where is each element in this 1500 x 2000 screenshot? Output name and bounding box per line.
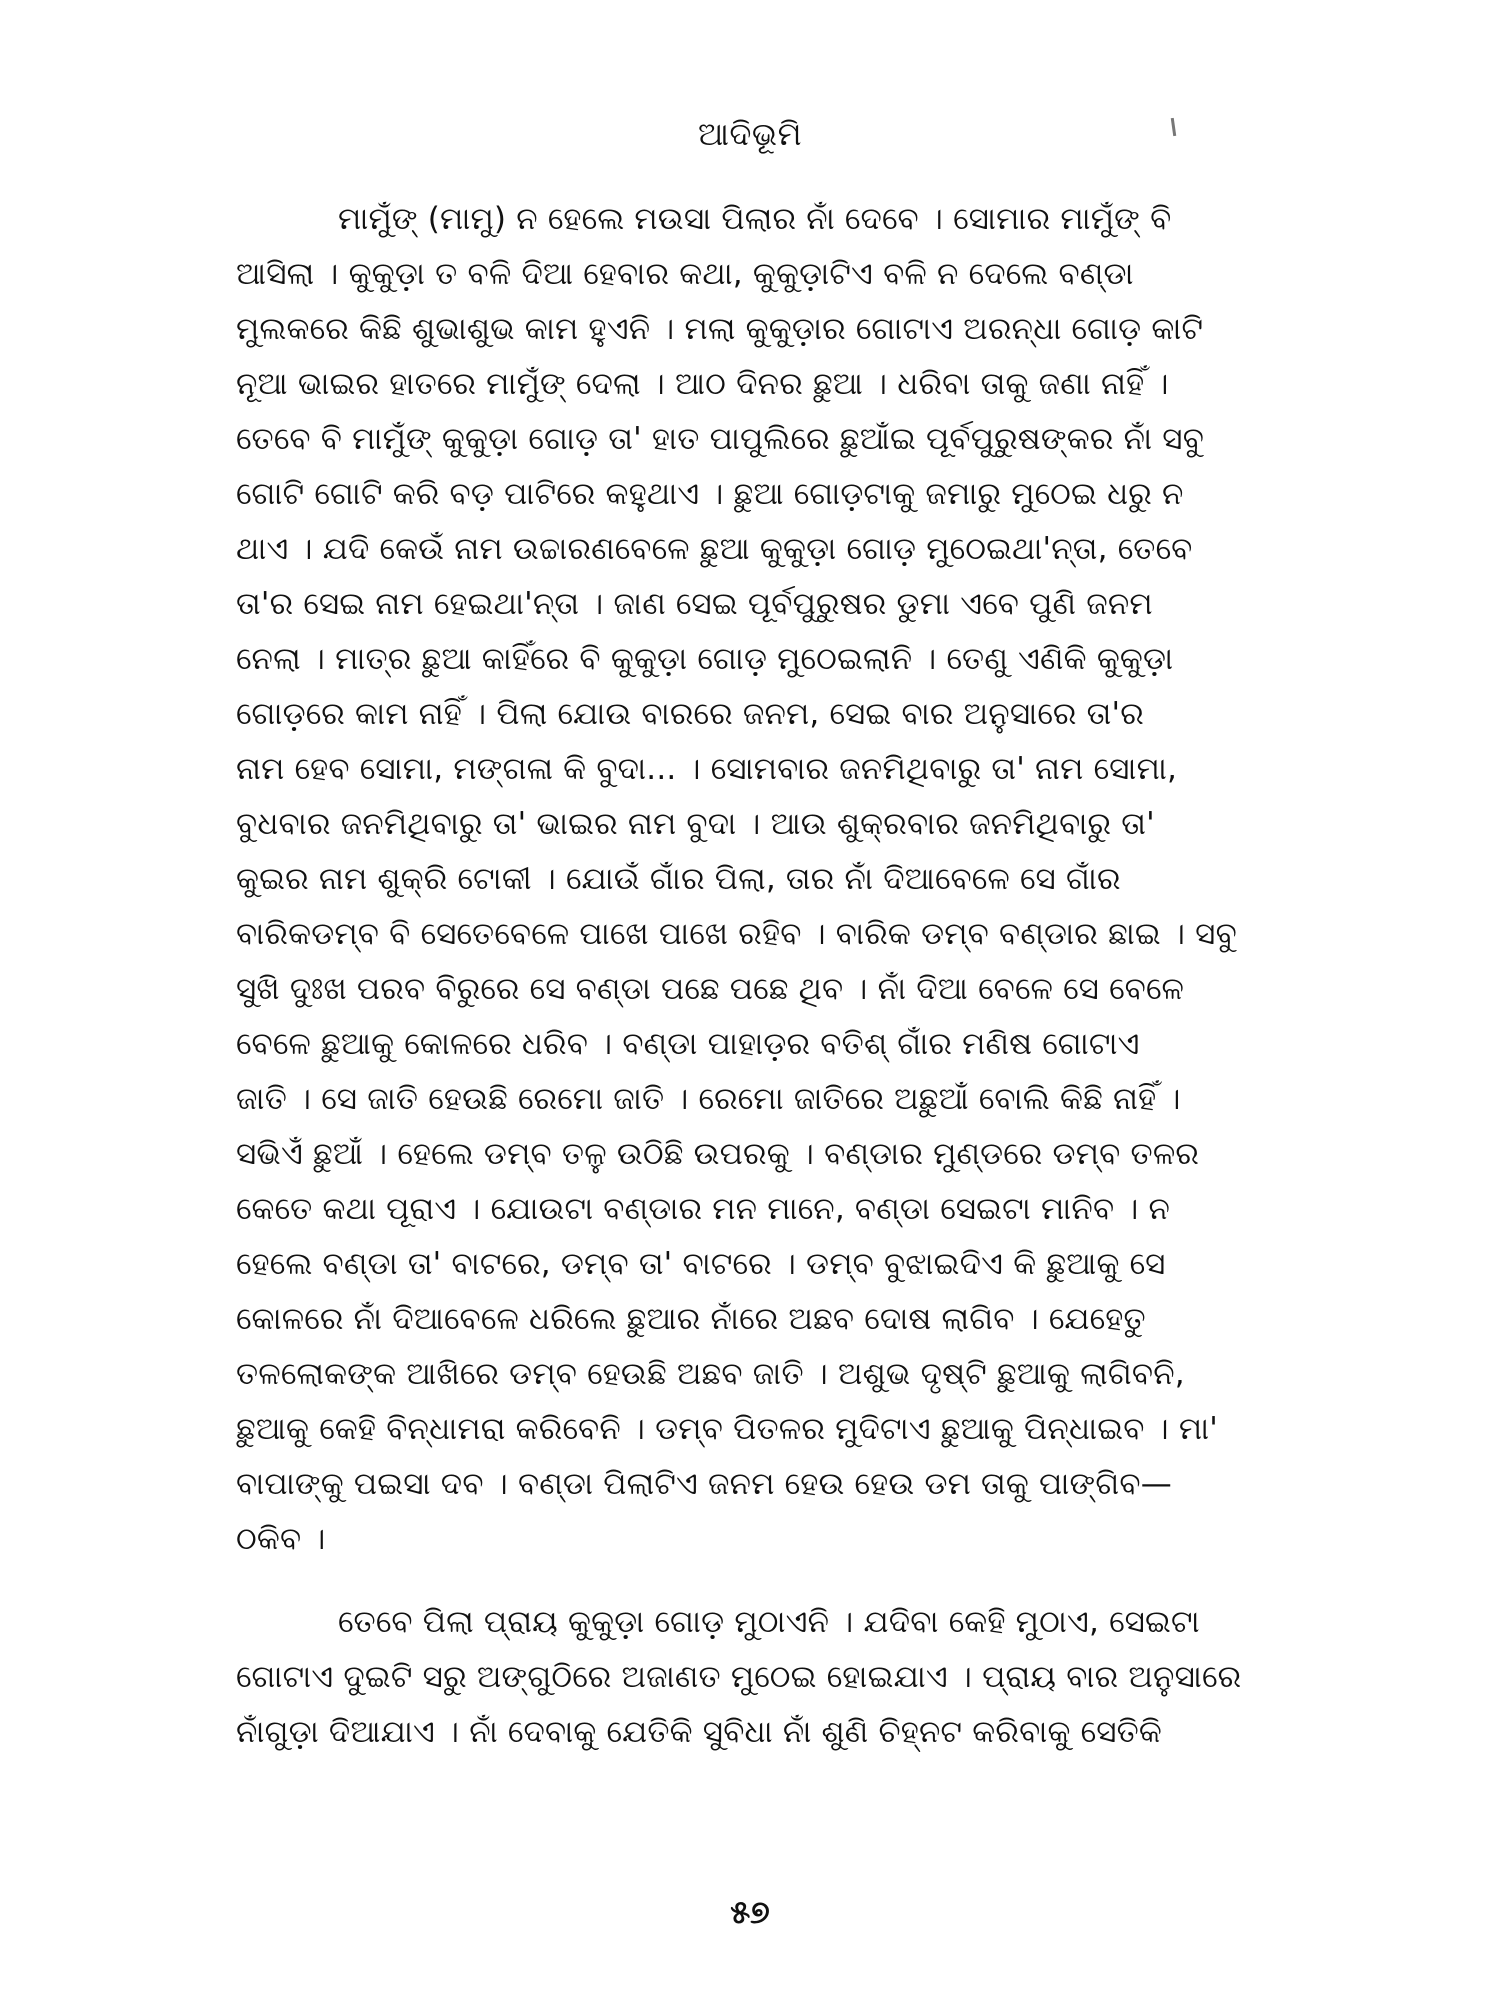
page-number: ୫୭ [730, 1893, 770, 1931]
paragraph-1 [236, 192, 1306, 1567]
text-line: ସୁଖି ଦୁଃଖ ପରବ ବିରୁରେ ସେ ବଣ୍ଡା ପଛେ ପଛେ ଥିବ । ନାଁ ଦିଆ ବେଳେ ସେ ବେଳେ [236, 971, 1185, 1007]
text-line: କେତେ କଥା ପୂରାଏ । ଯୋଉଟା ବଣ୍ଡାର ମନ ମାନେ, ବଣ୍ଡା ସେଇଟା ମାନିବ । ନ [236, 1191, 1171, 1227]
text-line: ନାମ ହେବ ସୋମା, ମଙ୍ଗଳା କି ବୁଦା... । ସୋମବାର ଜନମିଥିବାରୁ ତା' ନାମ ସୋମା, [236, 751, 1178, 787]
text-line: ଗୋଡ଼ରେ କାମ ନାହିଁ । ପିଲା ଯୋଉ ବାରରେ ଜନମ, ସେଇ ବାର ଅନୁସାରେ ତା'ର [236, 696, 1144, 732]
text-line: ହେଲେ ବଣ୍ଡା ତା' ବାଟରେ, ଡମ୍ବ ତା' ବାଟରେ । ଡମ୍ବ ବୁଝାଇଦିଏ କି ଛୁଆକୁ ସେ [236, 1246, 1166, 1282]
text-line: ବାପାଙ୍କୁ ପଇସା ଦବ । ବଣ୍ଡା ପିଲାଟିଏ ଜନମ ହେଉ ହେଉ ଡମ ତାକୁ ପାଙ୍ଗିବ— [236, 1466, 1172, 1502]
text-line: ତା'ର ସେଇ ନାମ ହେଇଥା'ନ୍ତା । ଜାଣ ସେଇ ପୂର୍ବପୁରୁଷର ଡୁମା ଏବେ ପୁଣି ଜନମ [236, 586, 1153, 622]
paragraph-2 [236, 1595, 1306, 1760]
text-line: ଛୁଆକୁ କେହି ବିନ୍ଧାମରା କରିବେନି । ଡମ୍ବ ପିତଳର ମୁଦିଟାଏ ଛୁଆକୁ ପିନ୍ଧାଇବ । ମା' [236, 1411, 1219, 1447]
text-line: କୋଳରେ ନାଁ ଦିଆବେଳେ ଧରିଲେ ଛୁଆର ନାଁରେ ଅଛବ ଦୋଷ ଲାଗିବ । ଯେହେତୁ [236, 1301, 1146, 1337]
text-line: ଜାତି । ସେ ଜାତି ହେଉଛି ରେମୋ ଜାତି । ରେମୋ ଜାତିରେ ଅଛୁଆଁ ବୋଲି କିଛି ନାହିଁ । [236, 1081, 1181, 1117]
text-line: ସଭିଏଁ ଛୁଆଁ । ହେଲେ ଡମ୍ବ ତଳୁ ଉଠିଛି ଉପରକୁ । ବଣ୍ଡାର ମୁଣ୍ଡରେ ଡମ୍ବ ତଳର [236, 1136, 1200, 1172]
text-line: କୁଇର ନାମ ଶୁକ୍ରି ଟୋକୀ । ଯୋଉଁ ଗାଁର ପିଲା, ତାର ନାଁ ଦିଆବେଳେ ସେ ଗାଁର [236, 861, 1121, 897]
text-line: ମୁଲକରେ କିଛି ଶୁଭାଶୁଭ କାମ ହୁଏନି । ମଲା କୁକୁଡ଼ାର ଗୋଟାଏ ଅରନ୍ଧା ଗୋଡ଼ କାଟି [236, 311, 1204, 347]
text-line: ଆସିଲା । କୁକୁଡ଼ା ତ ବଳି ଦିଆ ହେବାର କଥା, କୁକୁଡ଼ାଟିଏ ବଳି ନ ଦେଲେ ବଣ୍ଡା [236, 256, 1134, 292]
text-line: ବୁଧବାର ଜନମିଥିବାରୁ ତା' ଭାଇର ନାମ ବୁଦା । ଆଉ ଶୁକ୍ରବାର ଜନମିଥିବାରୁ ତା' [236, 806, 1155, 842]
body-text [236, 192, 1306, 1760]
text-line: ତେବେ ପିଲା ପ୍ରାୟ କୁକୁଡ଼ା ଗୋଡ଼ ମୁଠାଏନି । ଯଦିବା କେହି ମୁଠାଏ, ସେଇଟା [338, 1604, 1200, 1640]
text-line: ନେଲା । ମାତ୍ର ଛୁଆ କାହିଁରେ ବି କୁକୁଡ଼ା ଗୋଡ଼ ମୁଠେଇଲାନି । ତେଣୁ ଏଣିକି କୁକୁଡ଼ା [236, 641, 1174, 677]
text-line: ତେବେ ବି ମାମୁଁଙ୍ କୁକୁଡ଼ା ଗୋଡ଼ ତା' ହାତ ପାପୁଲିରେ ଛୁଆଁଇ ପୂର୍ବପୁରୁଷଙ୍କର ନାଁ ସବୁ [236, 421, 1205, 457]
text-line: ଠକିବ । [236, 1521, 326, 1557]
text-line: ନାଁଗୁଡ଼ା ଦିଆଯାଏ । ନାଁ ଦେବାକୁ ଯେତିକି ସୁବିଧା ନାଁ ଶୁଣି ଚିହ୍ନଟ କରିବାକୁ ସେତିକି [236, 1714, 1163, 1750]
text-line: ମାମୁଁଙ୍ (ମାମୁ) ନ ହେଲେ ମଉସା ପିଲାର ନାଁ ଦେବେ । ସୋମାର ମାମୁଁଙ୍ ବି [338, 201, 1172, 237]
text-line: ଗୋଟାଏ ଦୁଇଟି ସରୁ ଅଙ୍ଗୁଠିରେ ଅଜାଣତ ମୁଠେଇ ହୋଇଯାଏ । ପ୍ରାୟ ବାର ଅନୁସାରେ [236, 1659, 1242, 1695]
text-line: ଗୋଟି ଗୋଟି କରି ବଡ଼ ପାଟିରେ କହୁଥାଏ । ଛୁଆ ଗୋଡ଼ଟାକୁ ଜମାରୁ ମୁଠେଇ ଧରୁ ନ [236, 476, 1184, 512]
text-line: ଥାଏ । ଯଦି କେଉଁ ନାମ ଉଚ୍ଚାରଣବେଳେ ଛୁଆ କୁକୁଡ଼ା ଗୋଡ଼ ମୁଠେଇଥା'ନ୍ତା, ତେବେ [236, 531, 1193, 567]
text-line: ତଳଲୋକଙ୍କ ଆଖିରେ ଡମ୍ବ ହେଉଛି ଅଛବ ଜାତି । ଅଶୁଭ ଦୃଷ୍ଟି ଛୁଆକୁ ଲାଗିବନି, [236, 1356, 1185, 1392]
text-line: ବେଳେ ଛୁଆକୁ କୋଳରେ ଧରିବ । ବଣ୍ଡା ପାହାଡ଼ର ବତିଶ୍ ଗାଁର ମଣିଷ ଗୋଟାଏ [236, 1026, 1140, 1062]
text-line: ବାରିକଡମ୍ବ ବି ସେତେବେଳେ ପାଖେ ପାଖେ ରହିବ । ବାରିକ ଡମ୍ବ ବଣ୍ଡାର ଛାଇ । ସବୁ [236, 916, 1237, 952]
text-line: ନୂଆ ଭାଇର ହାତରେ ମାମୁଁଙ୍ ଦେଲା । ଆଠ ଦିନର ଛୁଆ । ଧରିବା ତାକୁ ଜଣା ନାହିଁ । [236, 366, 1169, 402]
running-head: ଆଦିଭୂମି [697, 115, 803, 153]
